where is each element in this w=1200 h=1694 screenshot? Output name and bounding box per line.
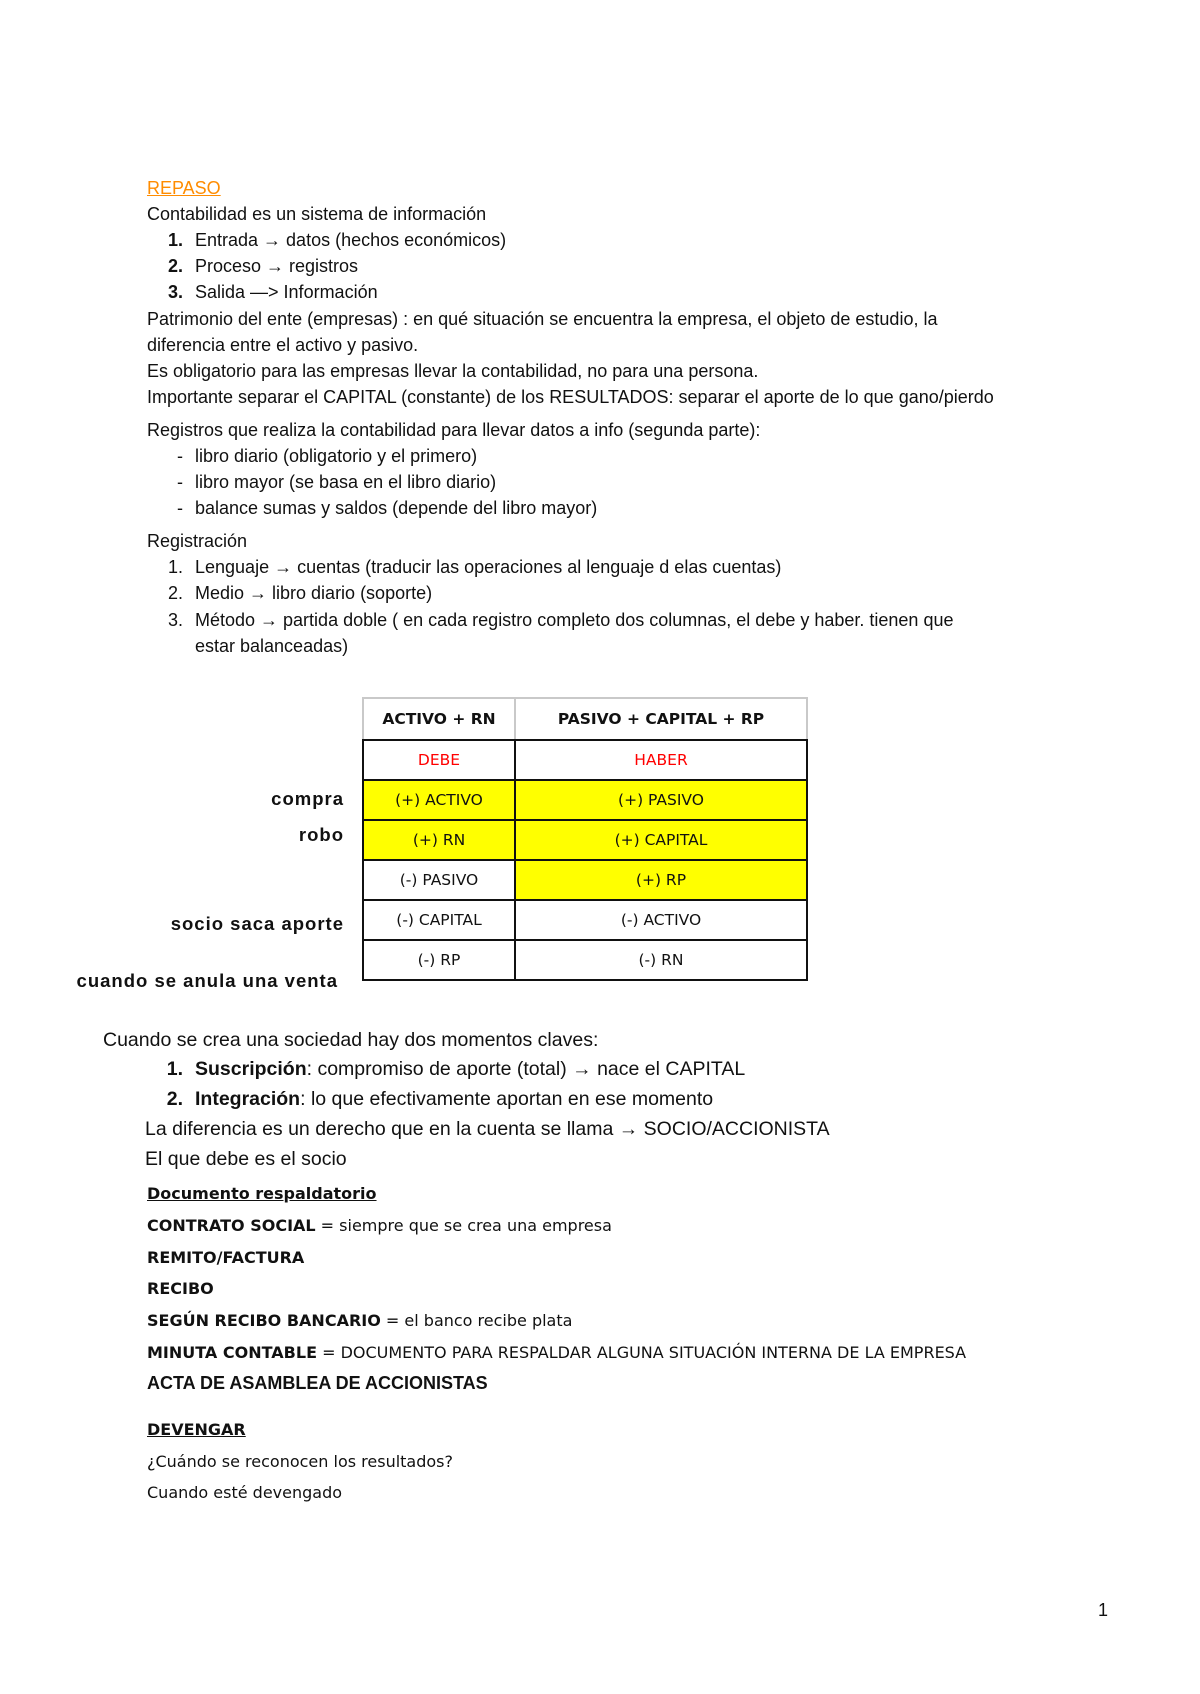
header-activo-rn: ACTIVO + RN [363, 698, 515, 740]
table-cell: (+) CAPITAL [515, 820, 807, 860]
sociedad-intro: Cuando se crea una sociedad hay dos momentos claves: [103, 1029, 599, 1051]
importante-text: Importante separar el CAPITAL (constante) de los RESULTADOS: separar el aporte de lo que gano/pierdo [147, 387, 994, 407]
obligatorio-text: Es obligatorio para las empresas llevar la contabilidad, no para una persona. [147, 361, 759, 381]
table-cell: (+) PASIVO [515, 780, 807, 820]
label-compra: compra [271, 788, 344, 809]
sociedad-term: Suscripción [195, 1058, 307, 1080]
step-item [147, 279, 378, 305]
table-cell: (-) RN [515, 940, 807, 980]
sociedad-number: 2. [166, 1088, 183, 1110]
registracion-text: Lenguaje → cuentas (traducir las operaciones al lenguaje d elas cuentas) [195, 557, 782, 577]
documento-remito: REMITO/FACTURA [147, 1248, 305, 1267]
patrimonio-line-1: Patrimonio del ente (empresas) : en qué situación se encuentra la empresa, el objeto de estudio, la [147, 309, 938, 329]
table-row [363, 940, 807, 980]
cell-debe: DEBE [363, 740, 515, 780]
sociedad-item [147, 1055, 745, 1083]
documento-contrato [147, 1213, 612, 1239]
registro-text: balance sumas y saldos (depende del libro mayor) [195, 498, 598, 518]
table-cell: (+) ACTIVO [363, 780, 515, 820]
registracion-text: Método → partida doble ( en cada registro completo dos columnas, el debe y haber. tienen que [195, 610, 954, 630]
devengar-answer: Cuando esté devengado [147, 1483, 343, 1502]
table-cell: (+) RN [363, 820, 515, 860]
step-item [147, 253, 358, 279]
table-cell: (-) PASIVO [363, 860, 515, 900]
bullet-dash: - [177, 498, 183, 518]
registracion-item [147, 607, 953, 633]
accounting-table [362, 697, 808, 981]
documento-bancario [147, 1308, 572, 1334]
documento-minuta [147, 1340, 966, 1366]
bullet-dash: - [177, 472, 183, 492]
table-row [363, 900, 807, 940]
repaso-title: REPASO [147, 178, 221, 198]
registro-text: libro mayor (se basa en el libro diario) [195, 472, 497, 492]
table-cell: (-) ACTIVO [515, 900, 807, 940]
documento-title: Documento respaldatorio [147, 1184, 377, 1203]
table-header-row [363, 698, 807, 740]
contrato-text: = siempre que se crea una empresa [315, 1216, 612, 1235]
sociedad-debe: El que debe es el socio [145, 1148, 347, 1170]
registro-item [147, 469, 496, 495]
patrimonio-line-2: diferencia entre el activo y pasivo. [147, 335, 419, 355]
bullet-dash: - [177, 446, 183, 466]
page-number: 1 [1097, 1600, 1108, 1620]
table-row [363, 780, 807, 820]
registracion-number: 1. [167, 557, 183, 577]
registracion-title: Registración [147, 531, 248, 551]
sociedad-text: : compromiso de aporte (total) → nace el CAPITAL [306, 1058, 746, 1080]
table-cell: (+) RP [515, 860, 807, 900]
table-row [363, 740, 807, 780]
table-row [363, 820, 807, 860]
step-text: Entrada → datos (hechos económicos) [195, 230, 507, 250]
step-text: Proceso → registros [195, 256, 359, 276]
step-number: 1. [167, 230, 183, 250]
sociedad-term: Integración [195, 1088, 301, 1110]
sociedad-item [147, 1085, 713, 1113]
devengar-title: DEVENGAR [147, 1420, 246, 1439]
header-pasivo-capital-rp: PASIVO + CAPITAL + RP [515, 698, 807, 740]
contrato-term: CONTRATO SOCIAL [147, 1216, 316, 1235]
documento-recibo: RECIBO [147, 1279, 214, 1298]
registro-item [147, 495, 597, 521]
documento-acta: ACTA DE ASAMBLEA DE ACCIONISTAS [147, 1373, 488, 1393]
step-number: 2. [167, 256, 183, 276]
step-text: Salida —> Información [195, 282, 378, 302]
registracion-number: 3. [167, 610, 183, 630]
table-cell: (-) CAPITAL [363, 900, 515, 940]
repaso-intro: Contabilidad es un sistema de información [147, 204, 487, 224]
cell-haber: HABER [515, 740, 807, 780]
registracion-item [147, 580, 432, 606]
registro-text: libro diario (obligatorio y el primero) [195, 446, 478, 466]
registracion-continuation: estar balanceadas) [195, 636, 349, 656]
step-number: 3. [167, 282, 183, 302]
label-socio-saca-aporte: socio saca aporte [170, 913, 344, 934]
table-row [363, 860, 807, 900]
bancario-term: SEGÚN RECIBO BANCARIO [147, 1311, 381, 1330]
table-cell: (-) RP [363, 940, 515, 980]
minuta-term: MINUTA CONTABLE [147, 1343, 317, 1362]
registro-item [147, 443, 477, 469]
registracion-number: 2. [167, 583, 183, 603]
minuta-text: = DOCUMENTO PARA RESPALDAR ALGUNA SITUACIÓN INTERNA DE LA EMPRESA [317, 1343, 967, 1362]
sociedad-text: : lo que efectivamente aportan en ese momento [300, 1088, 714, 1110]
sociedad-number: 1. [166, 1058, 183, 1080]
label-anula-venta: cuando se anula una venta [76, 970, 338, 991]
label-robo: robo [298, 824, 344, 845]
registracion-text: Medio → libro diario (soporte) [195, 583, 433, 603]
step-item [147, 227, 506, 253]
registracion-item [147, 554, 781, 580]
bancario-text: = el banco recibe plata [380, 1311, 573, 1330]
sociedad-diferencia: La diferencia es un derecho que en la cuenta se llama → SOCIO/ACCIONISTA [145, 1118, 830, 1140]
registros-intro: Registros que realiza la contabilidad para llevar datos a info (segunda parte): [147, 420, 761, 440]
devengar-question: ¿Cuándo se reconocen los resultados? [147, 1452, 453, 1471]
